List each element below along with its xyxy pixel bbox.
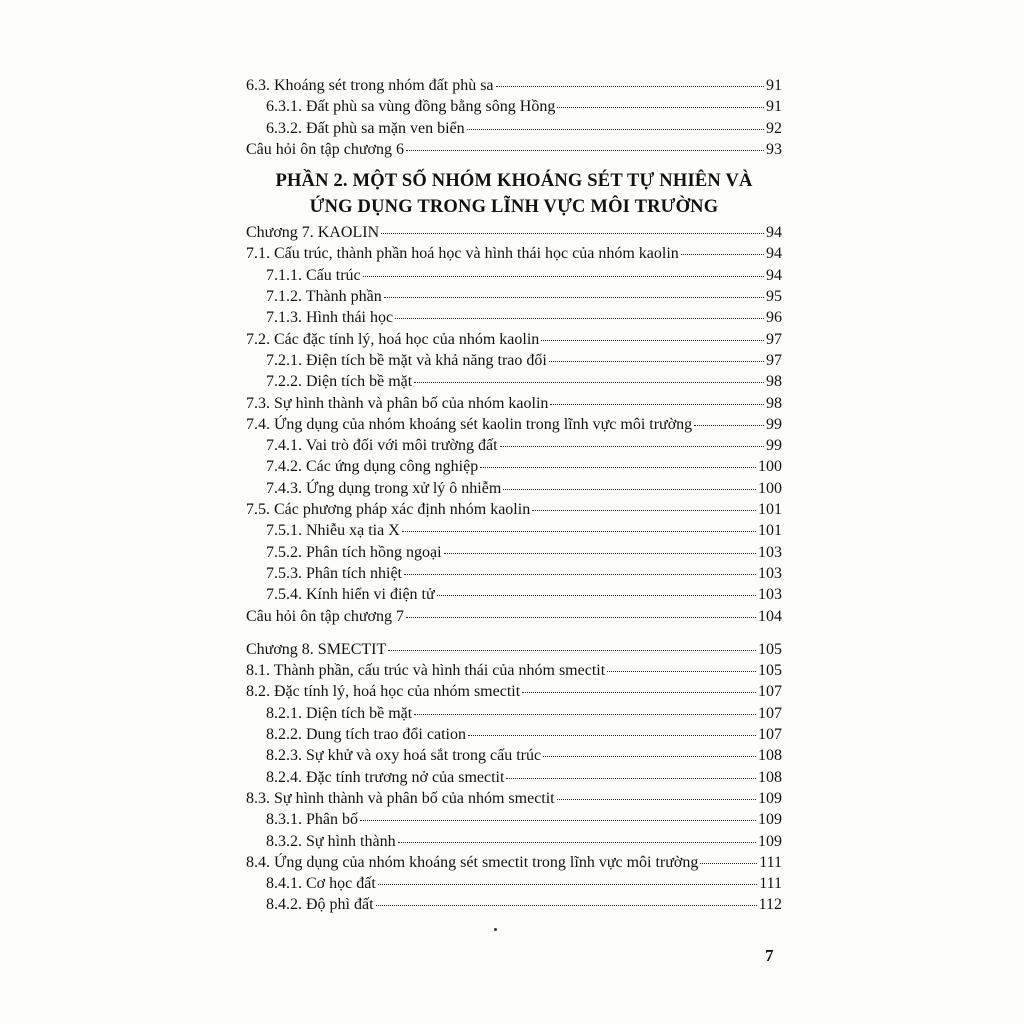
dot-leader [496,86,764,87]
toc-entry-page: 99 [766,415,782,433]
dot-leader [363,276,764,277]
toc-entry-title: 7.1.3. Hình thái học [266,309,394,327]
toc-entry [246,350,782,371]
dot-leader [506,778,756,779]
toc-entry-page: 91 [766,98,782,116]
toc-entry [246,584,782,605]
dot-leader [376,905,757,906]
toc-entry-page: 107 [758,726,782,744]
toc-entry-page: 108 [758,768,782,786]
toc-entry-title: 8.2.2. Dung tích trao đổi cation [266,726,466,744]
toc-entry-page: 101 [758,501,782,519]
toc-entry [246,371,782,392]
dot-leader [557,107,764,108]
toc-entry-title: 8.3. Sự hình thành và phân bố của nhóm smectit [246,789,555,807]
toc-entry-title: 8.4. Ứng dụng của nhóm khoáng sét smectit trong lĩnh vực môi trường [246,853,699,871]
toc-entry-title: 7.2.1. Điện tích bề mặt và khả năng trao đổi [266,351,547,369]
dot-leader [381,233,764,234]
table-of-contents [246,75,782,916]
dot-leader [541,340,764,341]
toc-entry-title: 7.1.2. Thành phần [266,288,382,306]
toc-entry [246,681,782,702]
dot-leader [543,756,756,757]
toc-entry-page: 105 [758,662,782,680]
toc-entry-page: 103 [758,543,782,561]
toc-entry-page: 109 [758,789,782,807]
toc-entry-page: 94 [766,224,782,242]
toc-entry [246,329,782,350]
toc-entry-page: 91 [766,77,782,94]
toc-entry [246,745,782,766]
toc-entry [246,286,782,307]
toc-entry-title: 7.5. Các phương pháp xác định nhóm kaolin [246,501,531,519]
toc-entry-page: 107 [758,704,782,722]
toc-entry-title: 8.1. Thành phần, cấu trúc và hình thái của nhóm smectit [246,662,606,680]
toc-entry-page: 96 [766,309,782,327]
dot-leader [694,425,764,426]
toc-entry-title: 7.1. Cấu trúc, thành phần hoá học và hình thái học của nhóm kaolin [246,245,679,263]
dot-leader [402,531,756,532]
toc-entry [246,660,782,681]
toc-entry-page: 103 [758,564,782,582]
toc-entry-page: 100 [758,479,782,497]
toc-entry [246,435,782,456]
dot-leader [700,863,757,864]
toc-section-chapter-6 [246,75,782,160]
toc-entry [246,639,782,660]
toc-entry-title: 7.4.1. Vai trò đối với môi trường đất [266,437,498,455]
toc-entry-page: 97 [766,351,782,369]
toc-entry-page: 105 [758,640,782,658]
toc-entry-page: 111 [759,875,782,893]
dot-leader [467,129,764,130]
dot-leader [550,404,764,405]
toc-entry-title: 8.4.1. Cơ học đất [266,875,376,893]
toc-entry-title: 6.3.1. Đất phù sa vùng đồng bằng sông Hồng [266,98,556,116]
toc-entry-page: 98 [766,394,782,412]
toc-entry-page: 103 [758,586,782,604]
dot-leader [557,799,756,800]
toc-entry-page: 93 [766,140,782,158]
dot-leader [480,467,756,468]
dot-leader [388,650,756,651]
toc-entry-page: 109 [758,832,782,850]
toc-entry-title: 8.2.3. Sự khử và oxy hoá sắt trong cấu trúc [266,747,542,765]
toc-entry-page: 109 [758,811,782,829]
toc-entry-title: 7.2. Các đặc tính lý, hoá học của nhóm kaolin [246,330,540,348]
dot-leader [437,595,756,596]
toc-entry [246,767,782,788]
dot-leader [395,318,764,319]
dot-leader [681,254,764,255]
toc-entry-page: 99 [766,437,782,455]
toc-entry [246,307,782,328]
toc-entry [246,724,782,745]
toc-entry-page: 100 [758,458,782,476]
dot-leader [360,820,756,821]
toc-entry [246,393,782,414]
dot-leader [607,671,756,672]
toc-entry-title: 6.3. Khoáng sét trong nhóm đất phù sa [246,77,494,94]
toc-entry-title: 8.2.4. Đặc tính trương nở của smectit [266,768,505,786]
toc-entry-title: 7.4.2. Các ứng dụng công nghiệp [266,458,479,476]
toc-entry-title: Câu hỏi ôn tập chương 7 [246,607,404,625]
toc-entry-title: 8.3.1. Phân bố [266,811,358,829]
toc-entry-page: 108 [758,747,782,765]
toc-entry [246,96,782,117]
dot-leader [532,510,756,511]
dot-leader [500,446,764,447]
toc-entry-title: Chương 8. SMECTIT [246,640,387,658]
toc-entry-title: Chương 7. KAOLIN [246,224,380,242]
toc-section-chapter-8 [246,639,782,916]
toc-entry [246,809,782,830]
dot-leader [444,553,756,554]
toc-entry [246,703,782,724]
dot-leader [503,489,756,490]
toc-entry [246,456,782,477]
toc-entry-page: 94 [766,245,782,263]
page-number: 7 [765,946,774,965]
toc-entry-page: 112 [758,896,782,914]
toc-entry [246,499,782,520]
toc-entry [246,265,782,286]
toc-entry-title: 7.5.3. Phân tích nhiệt [266,564,402,582]
toc-entry-title: 6.3.2. Đất phù sa mặn ven biển [266,119,465,137]
dot-leader [414,382,764,383]
toc-entry [246,873,782,894]
part-title-line-1: PHẦN 2. MỘT SỐ NHÓM KHOÁNG SÉT TỰ NHIÊN VÀ [275,171,753,192]
toc-entry-title: 8.2.1. Diện tích bề mặt [266,704,413,722]
dot-leader [549,361,764,362]
toc-entry [246,520,782,541]
toc-entry-title: 7.4.3. Ứng dụng trong xử lý ô nhiễm [266,479,502,497]
toc-entry-title: 7.5.2. Phân tích hồng ngoại [266,543,442,561]
dot-leader [398,842,756,843]
toc-entry-title: 7.5.4. Kính hiển vi điện tử [266,586,435,604]
toc-entry-page: 104 [758,607,782,625]
toc-entry-title: 8.4.2. Độ phì đất [266,896,374,914]
toc-entry [246,831,782,852]
toc-entry-page: 111 [759,853,782,871]
toc-entry-title: 7.3. Sự hình thành và phân bố của nhóm kaolin [246,394,549,412]
toc-entry-title: Câu hỏi ôn tập chương 6 [246,140,404,158]
toc-entry-title: 8.3.2. Sự hình thành [266,832,396,850]
toc-entry [246,414,782,435]
toc-entry-title: 7.2.2. Diện tích bề mặt [266,373,413,391]
toc-entry [246,243,782,264]
toc-entry-title: 7.5.1. Nhiễu xạ tia X [266,522,400,540]
toc-entry [246,563,782,584]
toc-entry [246,542,782,563]
toc-entry [246,118,782,139]
dot-leader [378,884,757,885]
dot-leader [384,297,764,298]
toc-entry-page: 94 [766,266,782,284]
toc-entry [246,894,782,915]
toc-entry [246,788,782,809]
toc-section-chapter-7 [246,222,782,627]
toc-entry-page: 97 [766,330,782,348]
dot-leader [522,692,756,693]
dot-leader [468,735,756,736]
toc-entry [246,75,782,96]
toc-entry-page: 92 [766,119,782,137]
part-title [246,168,782,220]
toc-entry [246,606,782,627]
dot-leader [406,617,756,618]
part-title-line-2: ỨNG DỤNG TRONG LĨNH VỰC MÔI TRƯỜNG [309,197,719,218]
toc-entry-title: 8.2. Đặc tính lý, hoá học của nhóm smectit [246,683,521,701]
toc-entry-page: 95 [766,288,782,306]
section-gap [246,627,782,639]
dot-leader [406,150,764,151]
toc-entry [246,478,782,499]
dot-leader [414,714,756,715]
dot-leader [404,574,756,575]
toc-entry-page: 107 [758,683,782,701]
toc-entry-title: 7.1.1. Cấu trúc [266,266,361,284]
toc-entry-page: 98 [766,373,782,391]
toc-entry [246,852,782,873]
print-speck [494,928,497,931]
toc-entry [246,222,782,243]
toc-entry-title: 7.4. Ứng dụng của nhóm khoáng sét kaolin trong lĩnh vực môi trường [246,415,693,433]
toc-entry-page: 101 [758,522,782,540]
toc-entry [246,139,782,160]
